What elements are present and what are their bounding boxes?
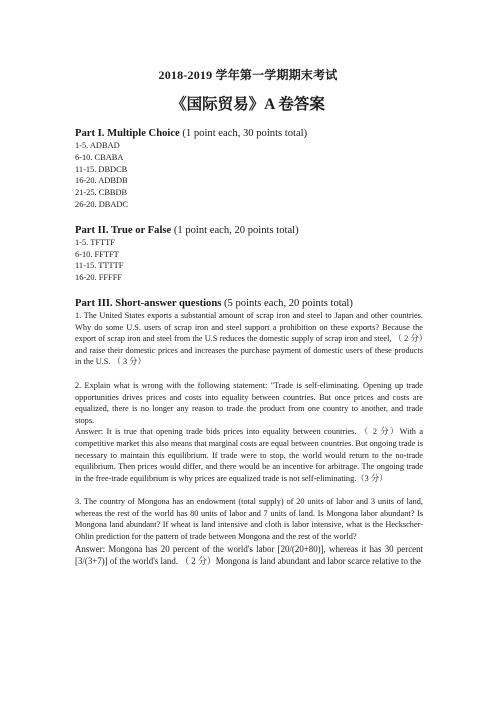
exam-subtitle: 2018-2019 学年第一学期期末考试 (158, 68, 338, 82)
question-2-answer: Answer: It is true that opening trade bids prices into equality between countries. （ 2 分）With a competitive market this also means that marginal costs are equal between countries. But ongoing trade is necessary to maintain this equilibrium. If trade were to stop, the world would return to the no-trade equilibrium. Then prices would differ, and there would be an incentive for arbitrage. The ongoing trade in the free-trade equilibrium is why prices are equalized trade is not self-eliminating.（3 分） (75, 427, 423, 483)
exam-title: 《国际贸易》A 卷答案 (171, 96, 325, 113)
answer-line: 1-5. ADBAD (75, 141, 120, 150)
answer-line: 16-20. ADBDB (75, 176, 128, 186)
answer-line: 11-15. TTTTF (75, 261, 124, 271)
answer-content (75, 127, 423, 567)
answer-line: 11-15. DBDCB (75, 164, 128, 174)
answer-line: 1-5. TFTTF (75, 237, 115, 247)
answer-line: 6-10. CBABA (75, 152, 124, 162)
part3-heading: Part III. Short-answer questions (5 points each, 20 points total) (75, 297, 353, 309)
question-3-answer: Answer: Mongona has 20 percent of the world's labor [20/(20+80)], whereas it has 30 percent [3/(3+7)] of the world's land. （ 2 分）Mongona is land abundant and labor scarce relative to the (75, 543, 423, 566)
answer-line: 26-20. DBADC (75, 199, 129, 209)
question-2: 2. Explain what is wrong with the following statement: "Trade is self-eliminating. Opening up trade opportunities drives prices and costs into equality between countries. But once prices and costs are equalized, there is no longer any reason to trade the product from one country to another, and trade stops. (75, 380, 423, 425)
question-1-answer: 1. The United States exports a substantial amount of scrap iron and steel to Japan and other countries. Why do some U.S. users of scrap iron and steel support a prohibition on these exports? Because the export of scrap iron and steel from the U.S reduces the domestic supply of scrap iron and steel, （ 2 分）and raise their domestic prices and increases the purchase payment of domestic users of these products in the U.S. （ 3 分） (75, 310, 423, 367)
part2-heading: Part II. True or False (1 point each, 20 points total) (75, 224, 299, 236)
answer-line: 16-20. FFFFF (75, 273, 123, 283)
question-3: 3. The country of Mongona has an endowment (total supply) of 20 units of labor and 3 units of land, whereas the rest of the world has 80 units of labor and 7 units of land. Is Mongona labor abundant? Is Mongona land abundant? If wheat is land intensive and cloth is labor intensive, what is the Heckscher-Ohlin prediction for the pattern of trade between Mongona and the rest of the world? (75, 497, 423, 542)
part1-heading: Part I. Multiple Choice (1 point each, 30 points total) (75, 128, 308, 139)
answer-line: 6-10. FFTFT (75, 249, 119, 259)
answer-line: 21-25. CBBDB (75, 188, 128, 198)
